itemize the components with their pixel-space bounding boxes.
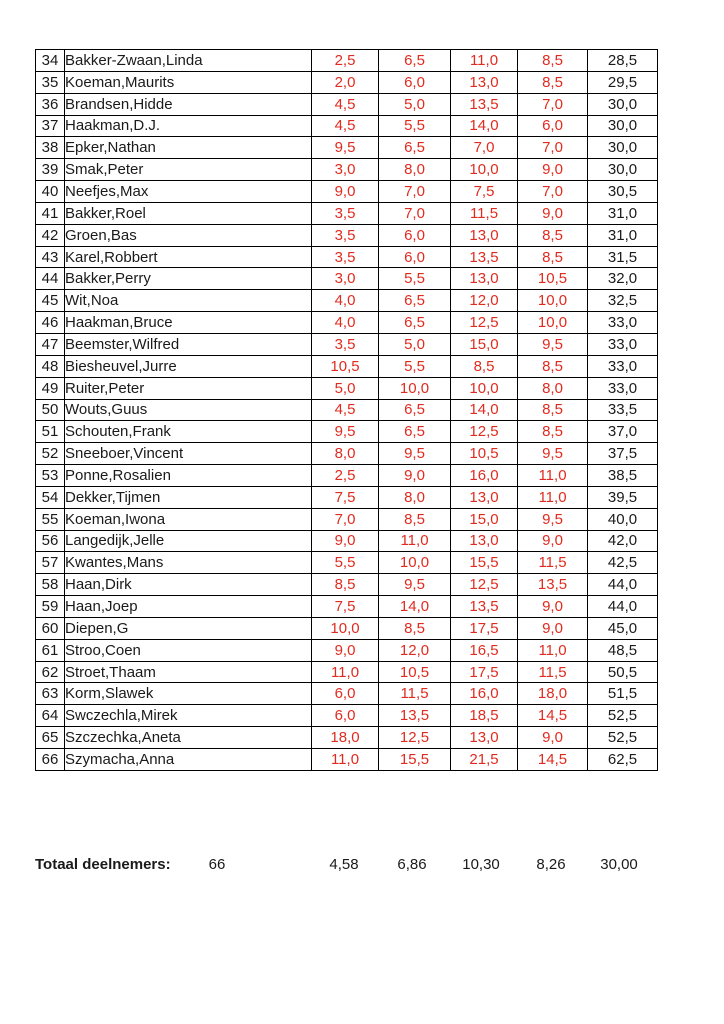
rank-cell: 37 bbox=[36, 115, 65, 137]
score-cell: 3,5 bbox=[312, 333, 379, 355]
score-cell: 9,0 bbox=[518, 530, 588, 552]
total-cell: 37,0 bbox=[588, 421, 658, 443]
score-cell: 8,5 bbox=[379, 508, 451, 530]
score-cell: 2,5 bbox=[312, 465, 379, 487]
name-cell: Koeman,Maurits bbox=[65, 71, 312, 93]
name-cell: Beemster,Wilfred bbox=[65, 333, 312, 355]
total-cell: 50,5 bbox=[588, 661, 658, 683]
rank-cell: 51 bbox=[36, 421, 65, 443]
table-row bbox=[36, 71, 658, 93]
name-cell: Korm,Slawek bbox=[65, 683, 312, 705]
score-cell: 4,5 bbox=[312, 399, 379, 421]
score-cell: 9,0 bbox=[518, 159, 588, 181]
summary-average-round2: 6,86 bbox=[397, 856, 427, 873]
table-row bbox=[36, 290, 658, 312]
score-cell: 7,0 bbox=[379, 202, 451, 224]
score-cell: 13,5 bbox=[518, 574, 588, 596]
score-cell: 8,5 bbox=[379, 617, 451, 639]
score-cell: 9,5 bbox=[518, 508, 588, 530]
score-cell: 14,0 bbox=[379, 596, 451, 618]
score-cell: 17,5 bbox=[451, 617, 518, 639]
name-cell: Bakker,Perry bbox=[65, 268, 312, 290]
score-cell: 9,0 bbox=[312, 530, 379, 552]
score-cell: 8,5 bbox=[518, 224, 588, 246]
score-cell: 16,0 bbox=[451, 465, 518, 487]
score-cell: 11,5 bbox=[518, 552, 588, 574]
score-cell: 8,5 bbox=[451, 355, 518, 377]
total-cell: 33,0 bbox=[588, 355, 658, 377]
rank-cell: 55 bbox=[36, 508, 65, 530]
rank-cell: 42 bbox=[36, 224, 65, 246]
score-cell: 3,0 bbox=[312, 268, 379, 290]
total-cell: 52,5 bbox=[588, 727, 658, 749]
score-cell: 12,5 bbox=[379, 727, 451, 749]
score-cell: 8,0 bbox=[312, 443, 379, 465]
total-cell: 45,0 bbox=[588, 617, 658, 639]
score-cell: 8,5 bbox=[518, 50, 588, 72]
total-cell: 32,5 bbox=[588, 290, 658, 312]
score-cell: 3,5 bbox=[312, 202, 379, 224]
score-cell: 8,5 bbox=[518, 246, 588, 268]
score-cell: 13,5 bbox=[451, 93, 518, 115]
score-cell: 6,5 bbox=[379, 137, 451, 159]
rank-cell: 60 bbox=[36, 617, 65, 639]
score-cell: 15,0 bbox=[451, 508, 518, 530]
total-cell: 44,0 bbox=[588, 574, 658, 596]
score-cell: 8,5 bbox=[312, 574, 379, 596]
name-cell: Haakman,Bruce bbox=[65, 312, 312, 334]
total-cell: 33,5 bbox=[588, 399, 658, 421]
score-cell: 12,0 bbox=[451, 290, 518, 312]
rank-cell: 43 bbox=[36, 246, 65, 268]
score-cell: 11,0 bbox=[379, 530, 451, 552]
rank-cell: 45 bbox=[36, 290, 65, 312]
table-row bbox=[36, 530, 658, 552]
table-row bbox=[36, 181, 658, 203]
name-cell: Szczechka,Aneta bbox=[65, 727, 312, 749]
score-cell: 9,5 bbox=[312, 137, 379, 159]
total-cell: 30,0 bbox=[588, 115, 658, 137]
table-row bbox=[36, 159, 658, 181]
score-cell: 15,5 bbox=[379, 749, 451, 771]
name-cell: Stroet,Thaam bbox=[65, 661, 312, 683]
total-cell: 40,0 bbox=[588, 508, 658, 530]
score-cell: 10,5 bbox=[312, 355, 379, 377]
total-cell: 62,5 bbox=[588, 749, 658, 771]
score-cell: 10,0 bbox=[451, 159, 518, 181]
table-row bbox=[36, 421, 658, 443]
score-cell: 10,0 bbox=[518, 312, 588, 334]
score-cell: 11,5 bbox=[379, 683, 451, 705]
score-cell: 6,5 bbox=[379, 421, 451, 443]
score-cell: 7,0 bbox=[518, 93, 588, 115]
table-row bbox=[36, 727, 658, 749]
rank-cell: 39 bbox=[36, 159, 65, 181]
total-cell: 52,5 bbox=[588, 705, 658, 727]
score-cell: 12,5 bbox=[451, 574, 518, 596]
table-row bbox=[36, 115, 658, 137]
total-cell: 37,5 bbox=[588, 443, 658, 465]
score-cell: 7,5 bbox=[312, 486, 379, 508]
score-cell: 13,5 bbox=[379, 705, 451, 727]
score-cell: 6,5 bbox=[379, 290, 451, 312]
score-cell: 6,0 bbox=[379, 71, 451, 93]
rank-cell: 52 bbox=[36, 443, 65, 465]
table-row bbox=[36, 399, 658, 421]
name-cell: Epker,Nathan bbox=[65, 137, 312, 159]
score-cell: 6,0 bbox=[379, 246, 451, 268]
table-row bbox=[36, 465, 658, 487]
score-cell: 5,5 bbox=[379, 355, 451, 377]
name-cell: Dekker,Tijmen bbox=[65, 486, 312, 508]
score-cell: 4,0 bbox=[312, 290, 379, 312]
rank-cell: 47 bbox=[36, 333, 65, 355]
score-cell: 11,5 bbox=[518, 661, 588, 683]
score-cell: 16,5 bbox=[451, 639, 518, 661]
rank-cell: 58 bbox=[36, 574, 65, 596]
rank-cell: 34 bbox=[36, 50, 65, 72]
score-cell: 12,5 bbox=[451, 421, 518, 443]
table-row bbox=[36, 661, 658, 683]
score-cell: 6,5 bbox=[379, 399, 451, 421]
score-cell: 5,5 bbox=[379, 115, 451, 137]
name-cell: Neefjes,Max bbox=[65, 181, 312, 203]
rank-cell: 64 bbox=[36, 705, 65, 727]
score-cell: 15,5 bbox=[451, 552, 518, 574]
table-row bbox=[36, 639, 658, 661]
score-cell: 7,0 bbox=[518, 137, 588, 159]
score-cell: 12,5 bbox=[451, 312, 518, 334]
rank-cell: 49 bbox=[36, 377, 65, 399]
score-cell: 14,5 bbox=[518, 749, 588, 771]
score-cell: 9,0 bbox=[379, 465, 451, 487]
table-row bbox=[36, 443, 658, 465]
table-row bbox=[36, 683, 658, 705]
rank-cell: 36 bbox=[36, 93, 65, 115]
score-cell: 5,5 bbox=[379, 268, 451, 290]
table-row bbox=[36, 224, 658, 246]
table-row bbox=[36, 355, 658, 377]
score-cell: 3,5 bbox=[312, 246, 379, 268]
total-cell: 30,0 bbox=[588, 93, 658, 115]
table-row bbox=[36, 486, 658, 508]
table-row bbox=[36, 596, 658, 618]
name-cell: Wit,Noa bbox=[65, 290, 312, 312]
score-cell: 17,5 bbox=[451, 661, 518, 683]
total-cell: 33,0 bbox=[588, 333, 658, 355]
score-cell: 5,5 bbox=[312, 552, 379, 574]
total-cell: 32,0 bbox=[588, 268, 658, 290]
score-cell: 8,5 bbox=[518, 355, 588, 377]
total-cell: 39,5 bbox=[588, 486, 658, 508]
table-row bbox=[36, 93, 658, 115]
table-row bbox=[36, 552, 658, 574]
score-cell: 10,0 bbox=[451, 377, 518, 399]
score-cell: 6,0 bbox=[379, 224, 451, 246]
score-cell: 13,5 bbox=[451, 246, 518, 268]
total-cell: 29,5 bbox=[588, 71, 658, 93]
total-cell: 31,0 bbox=[588, 202, 658, 224]
table-row bbox=[36, 705, 658, 727]
total-cell: 33,0 bbox=[588, 377, 658, 399]
name-cell: Biesheuvel,Jurre bbox=[65, 355, 312, 377]
score-cell: 9,0 bbox=[312, 181, 379, 203]
score-cell: 13,0 bbox=[451, 486, 518, 508]
score-cell: 13,0 bbox=[451, 224, 518, 246]
score-cell: 14,0 bbox=[451, 115, 518, 137]
score-cell: 7,0 bbox=[451, 137, 518, 159]
score-cell: 11,0 bbox=[451, 50, 518, 72]
score-cell: 9,5 bbox=[312, 421, 379, 443]
total-cell: 30,0 bbox=[588, 159, 658, 181]
summary-label: Totaal deelnemers: bbox=[35, 856, 171, 873]
score-cell: 10,0 bbox=[518, 290, 588, 312]
name-cell: Sneeboer,Vincent bbox=[65, 443, 312, 465]
rank-cell: 66 bbox=[36, 749, 65, 771]
score-cell: 8,5 bbox=[518, 421, 588, 443]
summary-average-total: 30,00 bbox=[600, 856, 638, 873]
table-row bbox=[36, 312, 658, 334]
table-row bbox=[36, 574, 658, 596]
score-cell: 9,0 bbox=[518, 596, 588, 618]
summary-average-round4: 8,26 bbox=[536, 856, 566, 873]
name-cell: Ruiter,Peter bbox=[65, 377, 312, 399]
score-cell: 4,0 bbox=[312, 312, 379, 334]
score-cell: 7,0 bbox=[379, 181, 451, 203]
score-cell: 5,0 bbox=[312, 377, 379, 399]
score-cell: 9,5 bbox=[518, 333, 588, 355]
score-cell: 11,5 bbox=[451, 202, 518, 224]
score-cell: 8,5 bbox=[518, 399, 588, 421]
summary-row bbox=[0, 856, 724, 876]
name-cell: Brandsen,Hidde bbox=[65, 93, 312, 115]
score-cell: 8,0 bbox=[379, 486, 451, 508]
score-cell: 4,5 bbox=[312, 115, 379, 137]
name-cell: Diepen,G bbox=[65, 617, 312, 639]
name-cell: Swczechla,Mirek bbox=[65, 705, 312, 727]
name-cell: Bakker,Roel bbox=[65, 202, 312, 224]
name-cell: Haan,Dirk bbox=[65, 574, 312, 596]
score-cell: 15,0 bbox=[451, 333, 518, 355]
rank-cell: 38 bbox=[36, 137, 65, 159]
total-cell: 31,0 bbox=[588, 224, 658, 246]
total-cell: 44,0 bbox=[588, 596, 658, 618]
table-row bbox=[36, 246, 658, 268]
score-cell: 10,0 bbox=[312, 617, 379, 639]
score-cell: 7,0 bbox=[312, 508, 379, 530]
score-cell: 9,0 bbox=[312, 639, 379, 661]
rank-cell: 56 bbox=[36, 530, 65, 552]
rank-cell: 46 bbox=[36, 312, 65, 334]
score-cell: 6,0 bbox=[312, 705, 379, 727]
score-cell: 14,0 bbox=[451, 399, 518, 421]
score-cell: 9,0 bbox=[518, 202, 588, 224]
score-cell: 10,0 bbox=[379, 552, 451, 574]
rank-cell: 63 bbox=[36, 683, 65, 705]
summary-average-round3: 10,30 bbox=[462, 856, 500, 873]
table-row bbox=[36, 50, 658, 72]
score-cell: 9,5 bbox=[379, 574, 451, 596]
score-cell: 14,5 bbox=[518, 705, 588, 727]
score-cell: 11,0 bbox=[312, 749, 379, 771]
total-cell: 30,5 bbox=[588, 181, 658, 203]
table-row bbox=[36, 508, 658, 530]
score-cell: 11,0 bbox=[312, 661, 379, 683]
score-cell: 6,0 bbox=[312, 683, 379, 705]
total-cell: 48,5 bbox=[588, 639, 658, 661]
name-cell: Haakman,D.J. bbox=[65, 115, 312, 137]
score-cell: 9,0 bbox=[518, 617, 588, 639]
score-cell: 7,5 bbox=[451, 181, 518, 203]
total-cell: 33,0 bbox=[588, 312, 658, 334]
total-cell: 42,0 bbox=[588, 530, 658, 552]
total-cell: 38,5 bbox=[588, 465, 658, 487]
results-table bbox=[35, 49, 658, 771]
total-cell: 28,5 bbox=[588, 50, 658, 72]
table-row bbox=[36, 377, 658, 399]
score-cell: 11,0 bbox=[518, 639, 588, 661]
table-row bbox=[36, 202, 658, 224]
name-cell: Bakker-Zwaan,Linda bbox=[65, 50, 312, 72]
name-cell: Kwantes,Mans bbox=[65, 552, 312, 574]
score-cell: 10,5 bbox=[518, 268, 588, 290]
name-cell: Wouts,Guus bbox=[65, 399, 312, 421]
rank-cell: 53 bbox=[36, 465, 65, 487]
score-cell: 11,0 bbox=[518, 465, 588, 487]
total-cell: 51,5 bbox=[588, 683, 658, 705]
score-cell: 10,0 bbox=[379, 377, 451, 399]
summary-participant-count: 66 bbox=[208, 856, 226, 873]
score-cell: 8,5 bbox=[518, 71, 588, 93]
name-cell: Szymacha,Anna bbox=[65, 749, 312, 771]
table-row bbox=[36, 268, 658, 290]
score-cell: 13,0 bbox=[451, 727, 518, 749]
rank-cell: 41 bbox=[36, 202, 65, 224]
score-cell: 2,0 bbox=[312, 71, 379, 93]
results-table-body bbox=[36, 50, 658, 771]
score-cell: 5,0 bbox=[379, 333, 451, 355]
score-cell: 18,5 bbox=[451, 705, 518, 727]
name-cell: Koeman,Iwona bbox=[65, 508, 312, 530]
score-cell: 18,0 bbox=[518, 683, 588, 705]
score-cell: 8,0 bbox=[379, 159, 451, 181]
table-row bbox=[36, 617, 658, 639]
score-cell: 13,5 bbox=[451, 596, 518, 618]
score-cell: 3,5 bbox=[312, 224, 379, 246]
summary-average-round1: 4,58 bbox=[329, 856, 359, 873]
name-cell: Haan,Joep bbox=[65, 596, 312, 618]
total-cell: 30,0 bbox=[588, 137, 658, 159]
name-cell: Langedijk,Jelle bbox=[65, 530, 312, 552]
score-cell: 9,0 bbox=[518, 727, 588, 749]
total-cell: 42,5 bbox=[588, 552, 658, 574]
rank-cell: 54 bbox=[36, 486, 65, 508]
rank-cell: 57 bbox=[36, 552, 65, 574]
score-cell: 7,0 bbox=[518, 181, 588, 203]
score-cell: 2,5 bbox=[312, 50, 379, 72]
score-cell: 10,5 bbox=[451, 443, 518, 465]
rank-cell: 48 bbox=[36, 355, 65, 377]
table-row bbox=[36, 749, 658, 771]
table-row bbox=[36, 137, 658, 159]
score-cell: 13,0 bbox=[451, 268, 518, 290]
score-cell: 6,5 bbox=[379, 50, 451, 72]
rank-cell: 50 bbox=[36, 399, 65, 421]
score-cell: 11,0 bbox=[518, 486, 588, 508]
score-cell: 13,0 bbox=[451, 71, 518, 93]
score-cell: 16,0 bbox=[451, 683, 518, 705]
score-cell: 3,0 bbox=[312, 159, 379, 181]
score-cell: 9,5 bbox=[518, 443, 588, 465]
rank-cell: 35 bbox=[36, 71, 65, 93]
name-cell: Groen,Bas bbox=[65, 224, 312, 246]
rank-cell: 65 bbox=[36, 727, 65, 749]
score-cell: 12,0 bbox=[379, 639, 451, 661]
score-cell: 6,5 bbox=[379, 312, 451, 334]
score-cell: 8,0 bbox=[518, 377, 588, 399]
name-cell: Karel,Robbert bbox=[65, 246, 312, 268]
score-cell: 21,5 bbox=[451, 749, 518, 771]
score-cell: 9,5 bbox=[379, 443, 451, 465]
rank-cell: 61 bbox=[36, 639, 65, 661]
rank-cell: 44 bbox=[36, 268, 65, 290]
rank-cell: 62 bbox=[36, 661, 65, 683]
table-row bbox=[36, 333, 658, 355]
total-cell: 31,5 bbox=[588, 246, 658, 268]
rank-cell: 59 bbox=[36, 596, 65, 618]
name-cell: Stroo,Coen bbox=[65, 639, 312, 661]
score-cell: 10,5 bbox=[379, 661, 451, 683]
name-cell: Schouten,Frank bbox=[65, 421, 312, 443]
score-cell: 18,0 bbox=[312, 727, 379, 749]
score-cell: 4,5 bbox=[312, 93, 379, 115]
name-cell: Ponne,Rosalien bbox=[65, 465, 312, 487]
rank-cell: 40 bbox=[36, 181, 65, 203]
score-cell: 7,5 bbox=[312, 596, 379, 618]
score-cell: 6,0 bbox=[518, 115, 588, 137]
score-cell: 5,0 bbox=[379, 93, 451, 115]
name-cell: Smak,Peter bbox=[65, 159, 312, 181]
score-cell: 13,0 bbox=[451, 530, 518, 552]
